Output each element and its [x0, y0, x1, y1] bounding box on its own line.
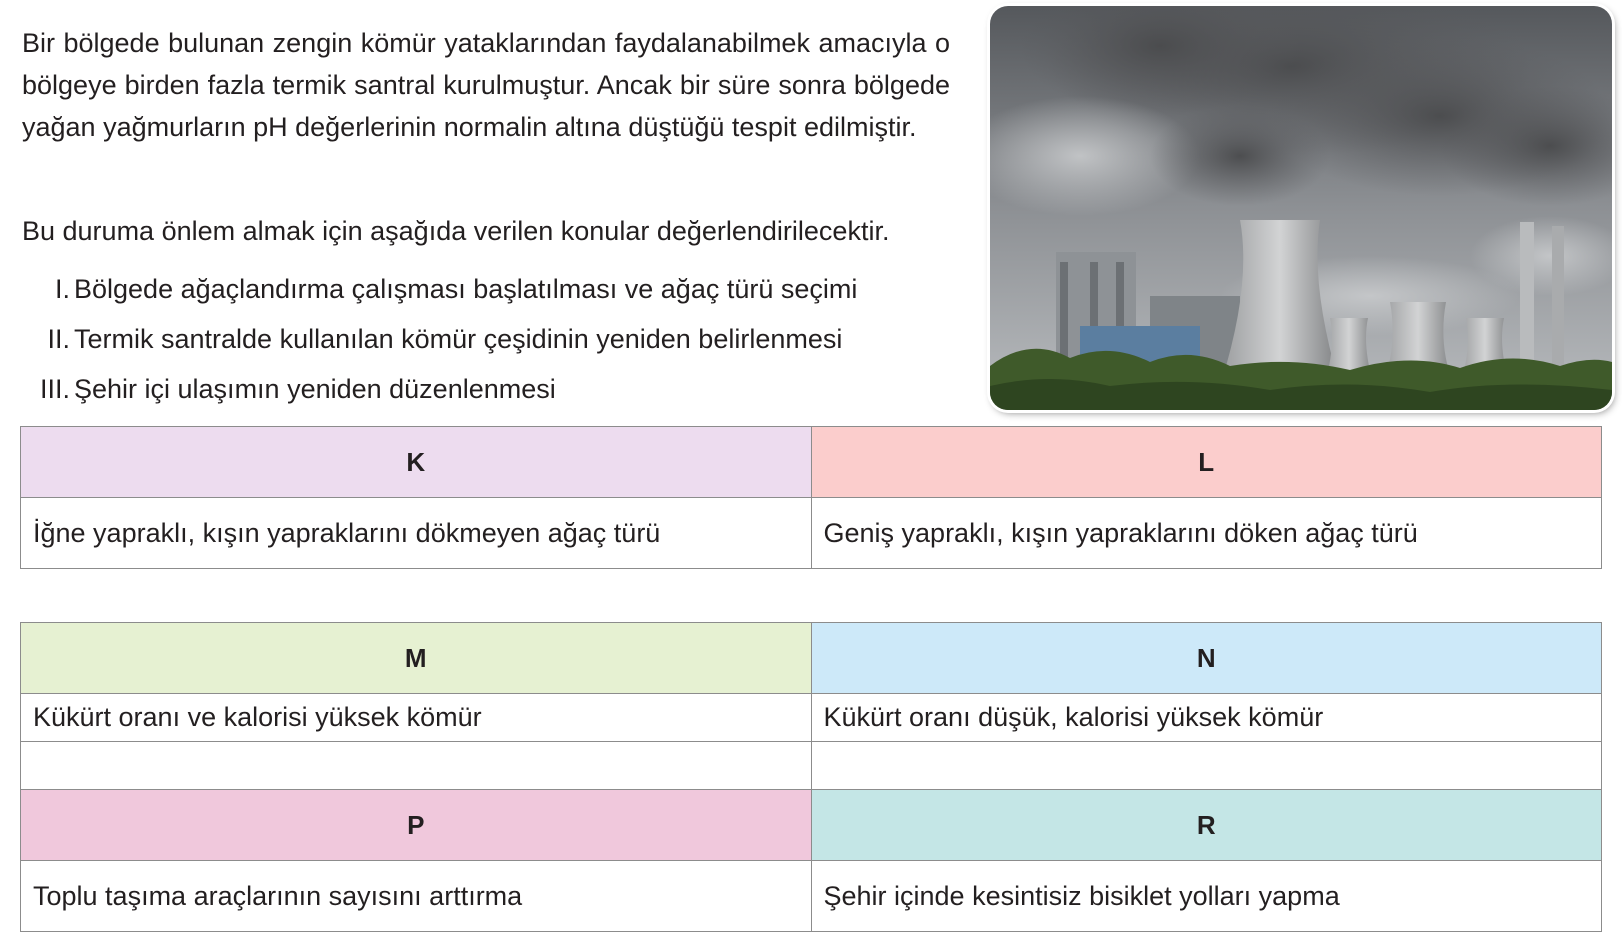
table-kl — [20, 426, 1602, 569]
cell-p: Toplu taşıma araçlarının sayısını arttırma — [21, 861, 812, 932]
list-item — [22, 368, 857, 418]
item-number: III. — [39, 374, 70, 404]
item-text: Şehir içi ulaşımın yeniden düzenlenmesi — [74, 374, 556, 404]
header-n: N — [811, 623, 1602, 694]
header-m: M — [21, 623, 812, 694]
header-p: P — [21, 790, 812, 861]
empty-cell — [21, 742, 812, 790]
list-item — [22, 268, 857, 318]
cell-k: İğne yapraklı, kışın yapraklarını dökmeyen ağaç türü — [21, 498, 812, 569]
cell-l: Geniş yapraklı, kışın yapraklarını döken ağaç türü — [811, 498, 1602, 569]
intro-paragraph: Bir bölgede bulunan zengin kömür yataklarından faydalanabilmek amacıyla o bölgeye birden fazla termik santral kurulmuştur. Ancak bir süre sonra bölgede yağan yağmurların pH değerlerinin normalin altına düştüğü tespit edilmiştir. — [22, 28, 950, 142]
list-item — [22, 318, 857, 368]
prompt-sentence: Bu duruma önlem almak için aşağıda verilen konular değerlendirilecektir. — [22, 216, 890, 246]
cell-r: Şehir içinde kesintisiz bisiklet yolları yapma — [811, 861, 1602, 932]
item-text: Termik santralde kullanılan kömür çeşidinin yeniden belirlenmesi — [74, 324, 843, 354]
cell-m: Kükürt oranı ve kalorisi yüksek kömür — [21, 694, 812, 742]
empty-cell — [811, 742, 1602, 790]
power-plant-photo — [990, 6, 1612, 410]
power-plant-illustration — [990, 6, 1612, 410]
item-text: Bölgede ağaçlandırma çalışması başlatılması ve ağaç türü seçimi — [74, 274, 858, 304]
cell-n: Kükürt oranı düşük, kalorisi yüksek kömür — [811, 694, 1602, 742]
header-l: L — [811, 427, 1602, 498]
table-mnpr — [20, 622, 1602, 932]
header-r: R — [811, 790, 1602, 861]
item-number: II. — [47, 324, 70, 354]
option-list — [22, 268, 857, 418]
item-number: I. — [54, 274, 70, 304]
header-k: K — [21, 427, 812, 498]
